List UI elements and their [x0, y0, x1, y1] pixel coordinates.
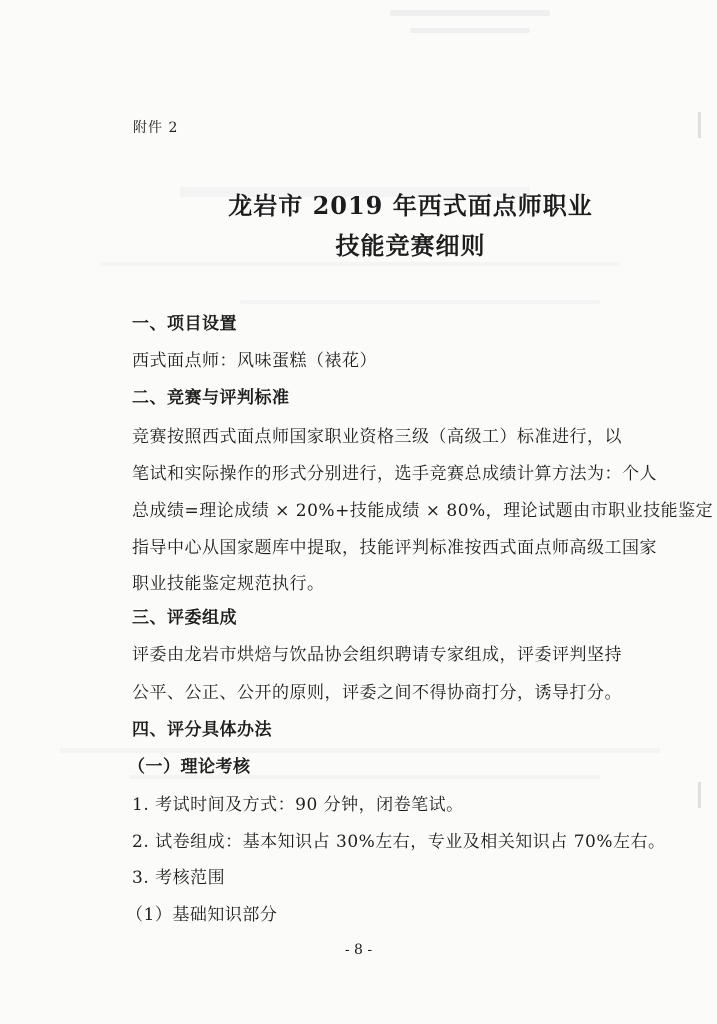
scan-mark	[410, 28, 530, 33]
subsection-heading-theory-exam: （一）理论考核	[128, 757, 251, 777]
section-paragraph: 西式面点师：风味蛋糕（裱花）	[132, 351, 377, 371]
binding-mark	[698, 782, 701, 808]
paragraph-line: 指导中心从国家题库中提取，技能评判标准按西式面点师高级工国家	[132, 538, 657, 558]
annex-label: 附件 2	[133, 120, 179, 136]
document-title-line-1: 龙岩市 2019 年西式面点师职业	[228, 191, 593, 220]
binding-mark	[698, 112, 701, 138]
paragraph-line: 笔试和实际操作的形式分别进行，选手竞赛总成绩计算方法为：个人	[132, 464, 657, 484]
document-title-line-2: 技能竞赛细则	[335, 231, 486, 260]
page-number: - 8 -	[344, 942, 373, 958]
paragraph-line: 评委由龙岩市烘焙与饮品协会组织聘请专家组成，评委评判坚持	[132, 645, 622, 665]
list-item: 1. 考试时间及方式：90 分钟，闭卷笔试。	[132, 795, 464, 815]
paragraph-line: 职业技能鉴定规范执行。	[132, 574, 325, 594]
paragraph-line: 公平、公正、公开的原则，评委之间不得协商打分，诱导打分。	[132, 683, 622, 703]
section-heading-judges: 三、评委组成	[132, 608, 237, 628]
list-item: 2. 试卷组成：基本知识占 30%左右，专业及相关知识占 70%左右。	[132, 832, 666, 852]
paragraph-line: 总成绩=理论成绩 × 20%+技能成绩 × 80%，理论试题由市职业技能鉴定	[132, 501, 714, 521]
bleed-through-mark	[100, 262, 620, 266]
section-heading-competition-standards: 二、竞赛与评判标准	[132, 388, 290, 408]
section-heading-project-setup: 一、项目设置	[132, 314, 237, 334]
list-item: （1）基础知识部分	[126, 905, 278, 925]
bleed-through-mark	[240, 300, 600, 304]
list-item: 3. 考核范围	[132, 868, 226, 888]
section-heading-scoring-methods: 四、评分具体办法	[132, 720, 272, 740]
paragraph-line: 竞赛按照西式面点师国家职业资格三级（高级工）标准进行，以	[132, 427, 622, 447]
scan-mark	[390, 10, 550, 16]
